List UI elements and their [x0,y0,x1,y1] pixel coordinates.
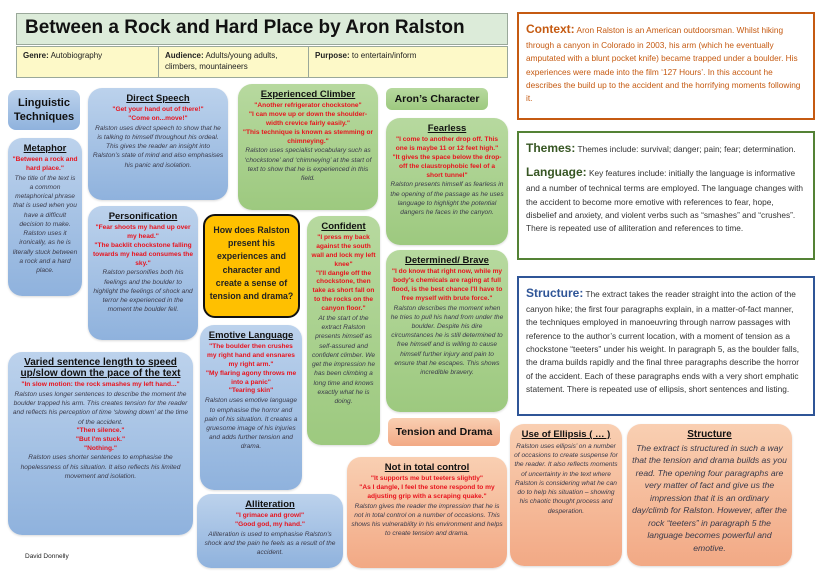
card-title: Experienced Climber [260,89,356,100]
themes-language-panel [517,131,815,260]
quote-text: "Then silence." [76,426,125,434]
quote-text: "The backlit chockstone falling towards my head consumes the sky." [92,241,194,267]
quote-text: "I'll dangle off the chockstone, then take as short fall on to the rocks on the canyon floor." [312,269,375,313]
quote-text: "Between a rock and hard place." [12,156,78,172]
context-heading: Context: [526,22,575,36]
card-fearless [386,118,508,245]
analysis-text: Ralston describes the moment when he tries to pull his hand from under the boulder. Despite his dire circumstances he is still determined to free himself and is willing to cause himself further injury and pain to ensure that he escapes. This shows incredible bravery. [390,304,504,377]
quote-text: "The boulder then crushes my right hand and ensnares my right arm." [207,343,295,368]
card-confident [307,216,380,445]
card-title: Structure [687,429,732,440]
card-experienced-climber [238,84,378,210]
card-title: Direct Speech [126,93,190,104]
quote-text: "Get your hand out of there!" [112,106,204,113]
card-title: Varied sentence length to speed up/slow down the pace of the text [20,357,181,379]
quote-text: "My flaring agony throws me into a panic" [205,369,297,386]
card-title: Emotive Language [208,330,294,341]
language-text: Key features include: initially the language is informative and a number of technical terms are employed. The language changes with the accident to become more emotive with references to fear, hope, disbelief and anxiety, and violent verbs such as “smashes” and “crushes”. There is repeated use of alliteration and references to time. [526,168,804,234]
structure-text: The extract takes the reader straight into the action of the canyon hike; the first four paragraphs explain, in a matter-of-fact manner, the techniques employed in manoeuvring through narrow passages with reference to the author’s current location, with a moment of tension as a chockstone “teeters” under his weight. In paragraph 5, as the boulder falls, the drama builds rapidly and the final three paragraphs describe the horror of the accident. Each of these paragraphs ends with a very short emphatic statement. There is repeated use of ellipsis, short sentences and listing. [526,289,800,394]
quote-text: "Fear shoots my hand up over my head." [95,224,191,240]
analysis-text: Ralston uses direct speech to show that he is talking to himself throughout his ordeal. This gives the reader an insight into Ralston’s state of mind and also emphasises his panic and isolation. [92,124,224,169]
card-determined-brave [386,250,508,412]
card-personification [88,206,198,340]
card-metaphor [8,138,82,296]
analysis-text: Ralston uses longer sentences to describe the moment the boulder trapped his arm. This creates tension for the reader and reflects his perception of time ‘slowing down’ at the time of the accident. [12,390,189,426]
card-title: Metaphor [23,143,67,154]
quote-text: "Nothing." [84,444,117,452]
card-structure [627,424,792,566]
context-panel [517,12,815,120]
quote-text: "It gives the space below the drop-off the claustrophobic feel of a short tunnel" [392,153,502,179]
audience-value: Adults/young adults, climbers, mountaineers [165,51,278,71]
author-credit: David Donnelly [25,553,69,560]
quote-text: "This technique is known as stemming or chimneying." [242,128,374,145]
quote-text: "But I'm stuck." [75,435,126,443]
quote-text: "In slow motion: the rock smashes my left hand..." [21,381,180,388]
purpose-value: to entertain/inform [351,51,417,60]
document-title: Between a Rock and Hard Place by Aron Ralston [16,13,508,45]
analysis-text: Ralston gives the reader the impression that he is not in total control on a number of occasions. This shows his vulnerability in his environment and helps to create tension and drama. [351,502,503,538]
genre-label: Genre: [23,51,49,60]
quote-text: "I can move up or down the shoulder-width crevice fairly easily." [248,110,368,127]
audience-cell [159,47,309,77]
genre-value: Autobiography [50,51,103,60]
card-alliteration [197,494,343,568]
analysis-text: Ralston presents himself as fearless in the opening of the passage as he uses language to highlight the potential dangers he faces in the canyon. [390,181,504,217]
quote-text: "Good god, my hand." [235,520,305,528]
card-title: Determined/ Brave [405,255,489,266]
analysis-text: Alliteration is used to emphasise Ralston’s shock and the pain he feels as a result of the accident. [204,530,336,557]
info-row [16,46,508,78]
linguistic-techniques-label: Linguistic Techniques [8,90,80,130]
card-title: Not in total control [384,462,470,473]
quote-text: "I do know that right now, while my body's chemicals are raging at full flood, is the best chance I'll have to free myself with brute force." [391,268,503,302]
quote-text: "I come to another drop off. This one is maybe 11 or 12 feet high." [395,136,499,152]
themes-heading: Themes: [526,141,576,155]
purpose-label: Purpose: [315,51,350,60]
quote-text: "Another refrigerator chockstone" [254,102,362,109]
analysis-text: Ralston uses specialist vocabulary such as ‘chockstone’ and ‘chimneying’ at the start of text to show that he is experienced in this field. [244,147,372,183]
audience-label: Audience: [165,51,204,60]
analysis-text: The extract is structured in such a way that the tension and drama builds as you read. The opening four paragraphs are very matter of fact and give us the impression that it is an ordinary day/climb for Ralston. However, after the rock “teeters” in paragraph 5 the language becomes powerful and emotive. [632,443,787,553]
central-question: How does Ralston present his experiences and character and create a sense of tension and drama? [203,214,300,318]
analysis-text: The title of the text is a common metaphorical phrase that is used when you have a difficult decision to make. Ralston uses it ironically, as he is literally stuck between a rock and a hard place. [12,174,78,274]
card-direct-speech [88,88,228,200]
quote-text: "It supports me but teeters slightly" [370,475,484,482]
analysis-text: Ralston uses emotive language to emphasise the horror and pain of his situation. It creates a gruesome image of his injuries and adds further tension and drama. [204,397,298,451]
structure-panel [517,276,815,416]
quote-text: "I grimace and growl" [235,512,305,519]
card-not-in-total-control [347,457,507,568]
card-title: Personification [108,211,178,222]
themes-text: Themes include: survival; danger; pain; fear; determination. [577,144,796,154]
card-title: Fearless [427,123,467,134]
arons-character-label: Aron’s Character [386,88,488,110]
tension-drama-label: Tension and Drama [388,418,500,446]
card-title: Use of Ellipsis ( … ) [521,429,611,440]
card-title: Alliteration [245,499,295,510]
quote-text: "Come on...move!" [128,114,188,122]
quote-text: "Tearing skin" [228,387,274,395]
quote-text: "I press my back against the south wall and lock my left knee" [311,234,376,268]
card-emotive-language [200,325,302,490]
card-use-of-ellipsis [510,424,622,566]
context-text: Aron Ralston is an American outdoorsman. Whilst hiking through a canyon in Colorado in 2003, his arm (which he eventually amputated with a blunt pocket knife) became trapped under a boulder. His experiences were made into the film ‘127 Hours’. In this account he describes the build up to the accident and the horrifying moments following it. [526,25,801,104]
quote-text: "As I dangle, I feel the stone respond to my adjusting grip with a scraping quake." [359,483,495,500]
language-heading: Language: [526,165,587,180]
analysis-text: At the start of the extract Ralston presents himself as self-assured and confident climber. We get the impression he has been climbing a long time and knows exactly what he is doing. [311,315,376,405]
purpose-cell [309,47,507,77]
structure-heading: Structure: [526,286,584,300]
analysis-text: Ralston uses ellipsis’ on a number of occasions to create suspense for the reader. It also reflects moments of uncertainty in the text where Ralston is considering what he can do to help his situation – showing his chaotic thought process and desperation. [514,443,618,515]
genre-cell [17,47,159,77]
card-varied-sentence-length [8,352,193,535]
card-title: Confident [321,221,366,232]
analysis-text: Ralston uses shorter sentences to emphasise the hopelessness of his situation. It also reflects his limited movement and isolation. [20,454,181,480]
analysis-text: Ralston personifies both his feelings and the boulder to highlight the feelings of shock and terror he experienced in the moment the boulder fell. [93,269,193,314]
